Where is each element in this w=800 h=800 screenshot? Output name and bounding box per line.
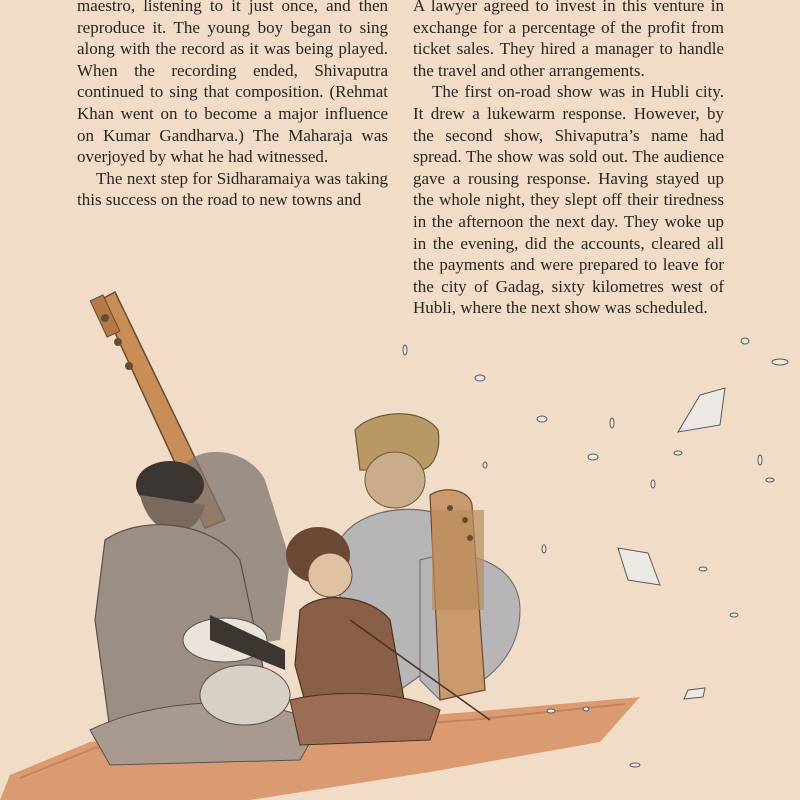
paragraph: The first on-road show was in Hubli city. It drew a lukewarm response. However, by the second show, Shivaputra’s name had spread. The show was sold out. The audience gave a rousing response. Having stayed up the whole night, they slept off their tiredness in the afternoon the next day. They woke up in the evening, did the accounts, cleared all the payments and were prepared to leave for the city of Gadag, sixty kilometres west of Hubli, where the next show was scheduled. (413, 82, 724, 318)
instrument (430, 490, 485, 700)
paragraph: The next step for Sidharamaiya was taking this success on the road to new towns and (77, 168, 388, 210)
paragraph: A lawyer agreed to invest in this venture in exchange for a percentage of the profit from ticket sales. They hired a manager to handle the travel and other arrangements. (413, 0, 724, 80)
paragraph: maestro, listening to it just once, and then reproduce it. The young boy began to sing along with the record as it was being played. When the recording ended, Shivaputra continued to sing that composition. (Rehmat Khan went on to become a major influence on Kumar Gandharva.) The Maharaja was overjoyed by what he had witnessed. (77, 0, 388, 167)
